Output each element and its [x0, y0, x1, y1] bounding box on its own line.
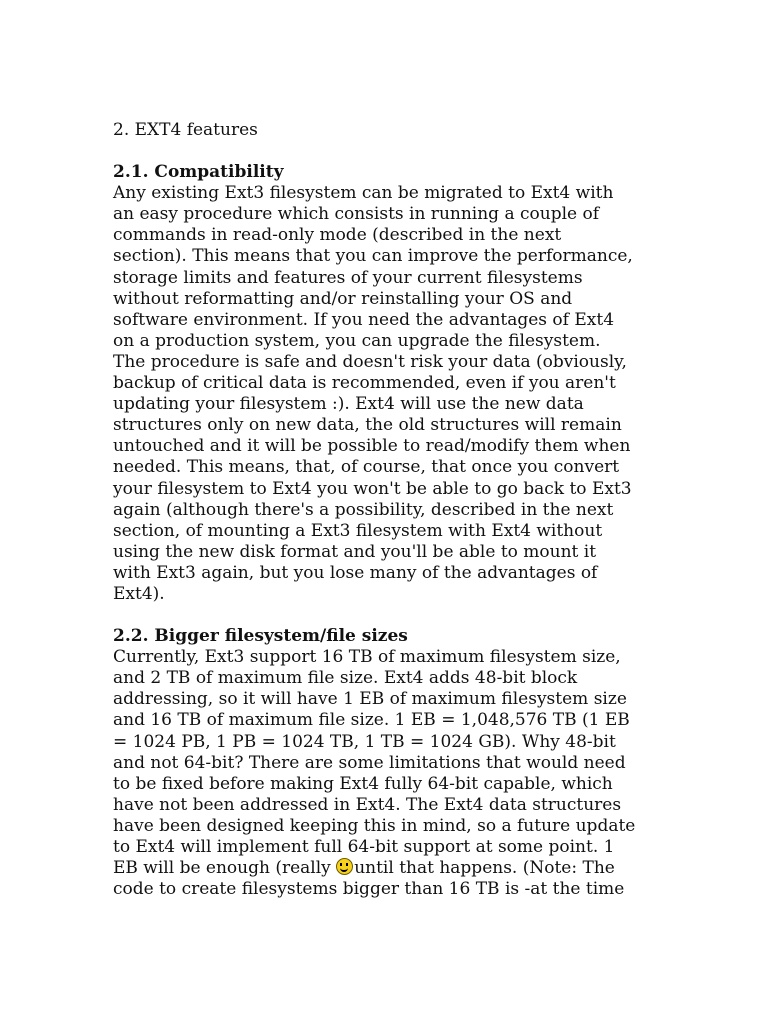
text-line: untouched and it will be possible to read/modify them when [113, 436, 631, 457]
text-line: and not 64-bit? There are some limitations that would need [113, 752, 626, 773]
text-line: software environment. If you need the advantages of Ext4 [113, 309, 615, 330]
text-line: with Ext3 again, but you lose many of the advantages of [113, 562, 598, 583]
section-body-bigger-sizes [113, 647, 658, 900]
text-fragment: EB will be enough (really [113, 858, 337, 879]
text-line: section). This means that you can improve the performance, [113, 246, 633, 267]
text-line-with-smiley [113, 858, 658, 879]
spacer [113, 141, 658, 162]
text-line: again (although there's a possibility, described in the next [113, 499, 614, 520]
section-title-bigger-sizes: 2.2. Bigger filesystem/file sizes [113, 626, 408, 647]
text-line: without reformatting and/or reinstalling your OS and [113, 288, 573, 309]
text-line: The procedure is safe and doesn't risk your data (obviously, [113, 351, 627, 372]
document-page [113, 120, 658, 900]
text-line: and 16 TB of maximum file size. 1 EB = 1,048,576 TB (1 EB [113, 710, 630, 731]
text-line: have been designed keeping this in mind, so a future update [113, 815, 636, 836]
text-line: Currently, Ext3 support 16 TB of maximum filesystem size, [113, 647, 621, 668]
section-title-compatibility: 2.1. Compatibility [113, 162, 284, 183]
text-line: commands in read-only mode (described in the next [113, 225, 562, 246]
spacer [113, 605, 658, 626]
section-body-compatibility [113, 183, 658, 605]
text-line: your filesystem to Ext4 you won't be able to go back to Ext3 [113, 478, 632, 499]
text-line: Any existing Ext3 filesystem can be migrated to Ext4 with [113, 183, 614, 204]
text-line: section, of mounting a Ext3 filesystem with Ext4 without [113, 520, 603, 541]
text-line: storage limits and features of your current filesystems [113, 267, 583, 288]
text-line: on a production system, you can upgrade the filesystem. [113, 330, 601, 351]
text-line: code to create filesystems bigger than 16 TB is -at the time [113, 879, 625, 900]
smiley-icon [336, 858, 353, 875]
document-heading: 2. EXT4 features [113, 120, 258, 140]
text-line: addressing, so it will have 1 EB of maximum filesystem size [113, 689, 627, 710]
text-line: backup of critical data is recommended, even if you aren't [113, 373, 616, 394]
text-line: needed. This means, that, of course, that once you convert [113, 457, 620, 478]
text-line: an easy procedure which consists in running a couple of [113, 204, 600, 225]
text-line: to be fixed before making Ext4 fully 64-bit capable, which [113, 773, 613, 794]
text-line: have not been addressed in Ext4. The Ext4 data structures [113, 794, 622, 815]
text-line: Ext4). [113, 583, 165, 604]
text-line: structures only on new data, the old structures will remain [113, 415, 622, 436]
text-line: and 2 TB of maximum file size. Ext4 adds 48-bit block [113, 668, 578, 689]
text-line: updating your filesystem :). Ext4 will use the new data [113, 394, 584, 415]
text-line: to Ext4 will implement full 64-bit support at some point. 1 [113, 837, 615, 857]
text-fragment: until that happens. (Note: The [354, 858, 615, 879]
text-line: using the new disk format and you'll be able to mount it [113, 541, 597, 562]
text-line: = 1024 PB, 1 PB = 1024 TB, 1 TB = 1024 GB). Why 48-bit [113, 731, 616, 752]
